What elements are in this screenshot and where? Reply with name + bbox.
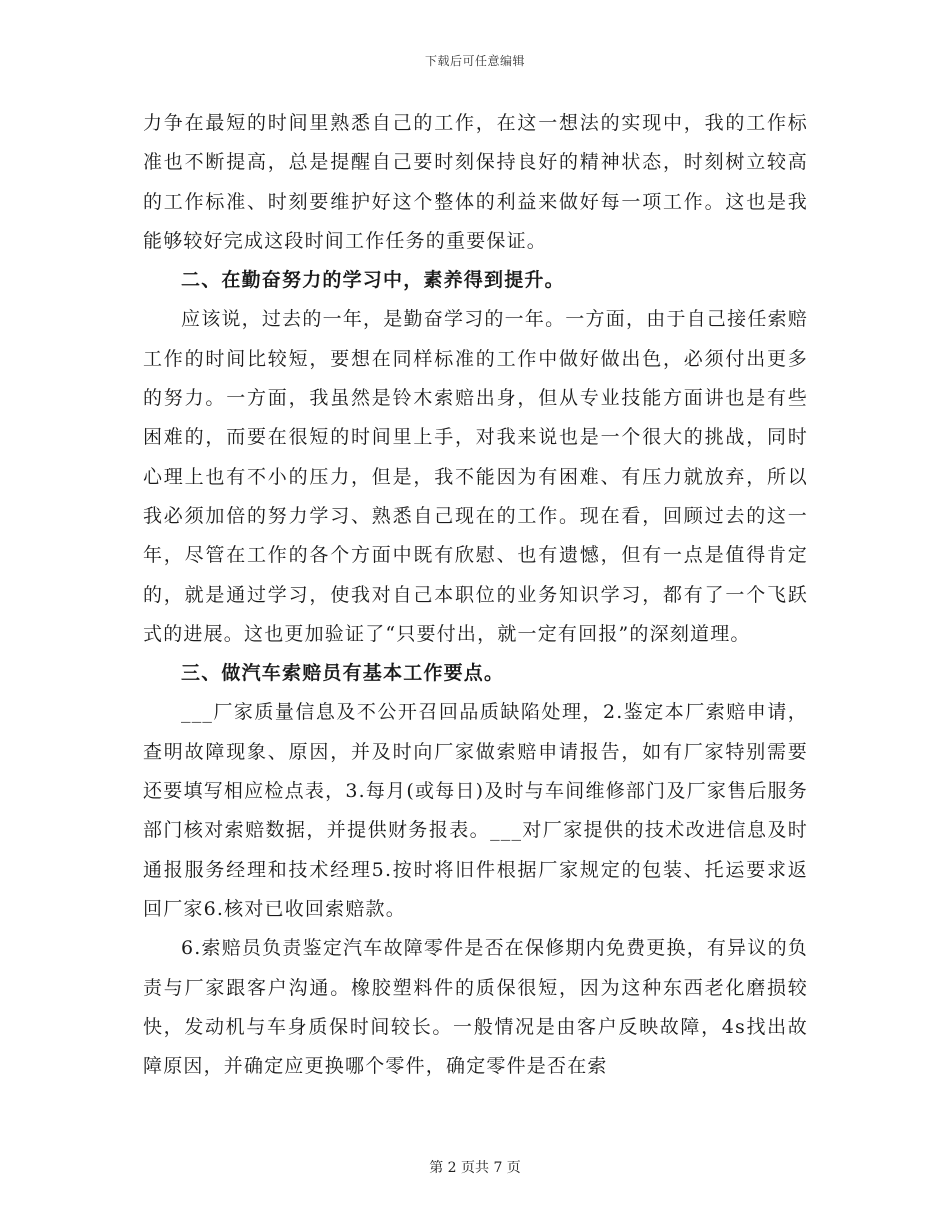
body-paragraph-1: 力争在最短的时间里熟悉自己的工作，在这一想法的实现中，我的工作标准也不断提高，总是提醒自己要时刻保持良好的精神状态，时刻树立较高的工作标准、时刻要维护好这个整体的利益来做好每一项工作。这也是我能够较好完成这段时间工作任务的重要保证。 [143, 112, 808, 252]
body-paragraph-2: 应该说，过去的一年，是勤奋学习的一年。一方面，由于自己接任索赔工作的时间比较短，要想在同样标准的工作中做好做出色，必须付出更多的努力。一方面，我虽然是铃木索赔出身，但从专业技能方面讲也是有些困难的，而要在很短的时间里上手，对我来说也是一个很大的挑战，同时心理上也有不小的压力，但是，我不能因为有困难、有压力就放弃，所以我必须加倍的努力学习、熟悉自己现在的工作。现在看，回顾过去的这一年，尽管在工作的各个方面中既有欣慰、也有遗憾，但有一点是值得肯定的，就是通过学习，使我对自己本职位的业务知识学习，都有了一个飞跃式的进展。这也更加验证了“只要付出，就一定有回报”的深刻道理。 [143, 308, 808, 645]
document-body [143, 104, 808, 1086]
section-heading-3: 三、做汽车索赔员有基本工作要点。 [181, 662, 505, 685]
page-header: 下载后可任意编辑 [424, 54, 525, 68]
body-paragraph-4: 6.索赔员负责鉴定汽车故障零件是否在保修期内免费更换，有异议的负责与厂家跟客户沟通。橡胶塑料件的质保很短，因为这种东西老化磨损较快，发动机与车身质保时间较长。一般情况是由客户反映故障，4s找出故障原因，并确定应更换哪个零件，确定零件是否在索 [143, 937, 808, 1078]
body-paragraph-3: ___厂家质量信息及不公开召回品质缺陷处理，2.鉴定本厂索赔申请，查明故障现象、原因，并及时向厂家做索赔申请报告，如有厂家特别需要还要填写相应检点表，3.每月(或每日)及时与车间维修部门及厂家售后服务部门核对索赔数据，并提供财务报表。___对厂家提供的技术改进信息及时通报服务经理和技术经理5.按时将旧件根据厂家规定的包装、托运要求返回厂家6.核对已收回索赔款。 [143, 701, 808, 920]
section-heading-2: 二、在勤奋努力的学习中，素养得到提升。 [181, 269, 565, 292]
page-number-footer: 第 2 页共 7 页 [429, 1160, 521, 1176]
